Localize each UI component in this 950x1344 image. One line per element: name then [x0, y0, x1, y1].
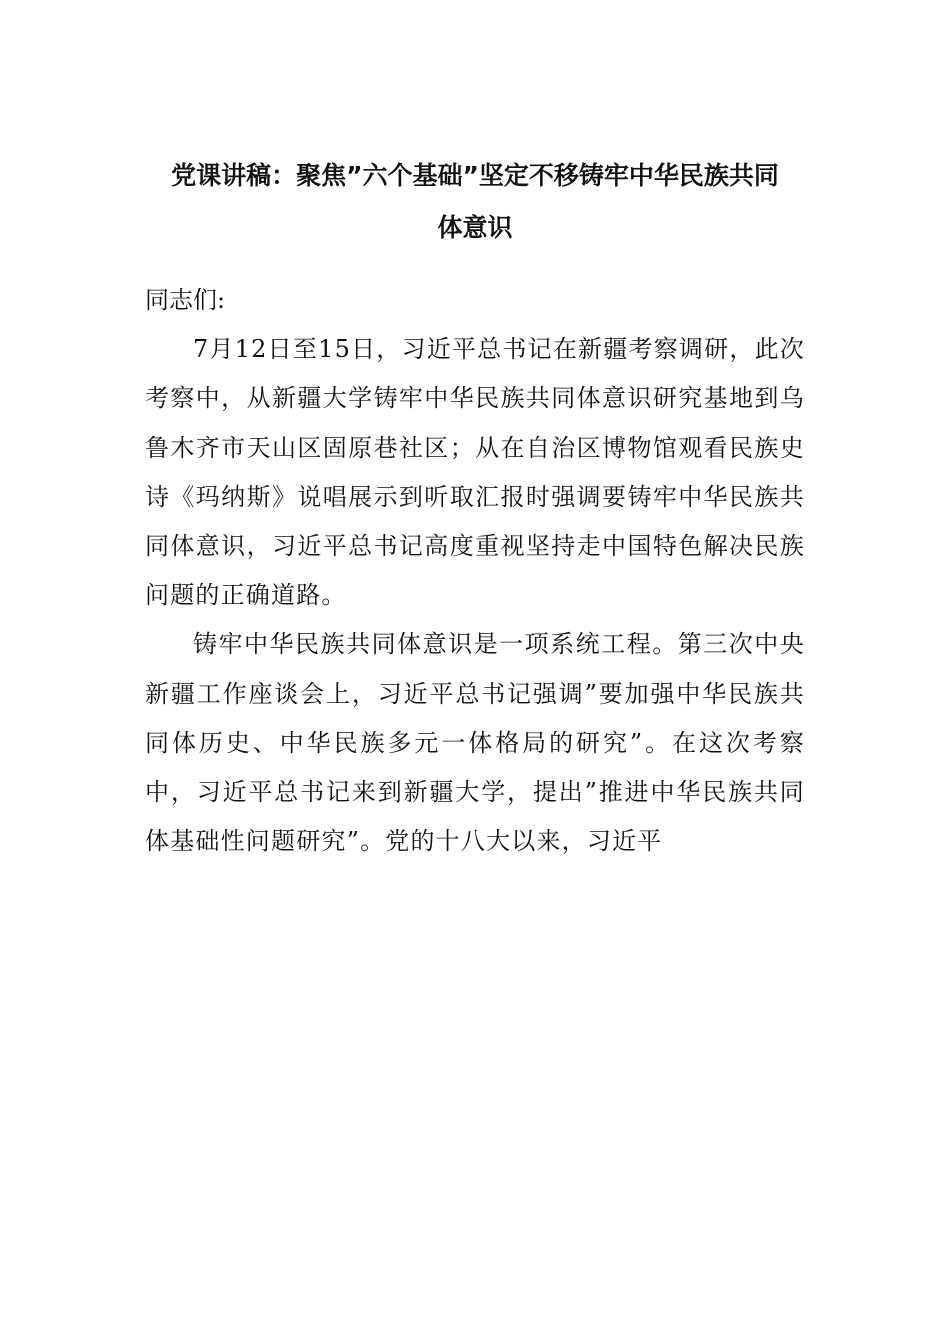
salutation: 同志们: — [145, 286, 226, 314]
document-title — [140, 150, 810, 254]
title-line-2: 体意识 — [437, 213, 513, 242]
document-body — [145, 276, 805, 866]
title-line-1: 党课讲稿：聚焦”六个基础”坚定不移铸牢中华民族共同 — [171, 161, 779, 190]
paragraph-1: 7月12日至15日，习近平总书记在新疆考察调研，此次考察中，从新疆大学铸牢中华民族共同体意识研究基地到乌鲁木齐市天山区固原巷社区；从在自治区博物馆观看民族史诗《玛纳斯》说唱展示到听取汇报时强调要铸牢中华民族共同体意识，习近平总书记高度重视坚持走中国特色解决民族问题的正确道路。 — [145, 335, 805, 610]
paragraph-2: 铸牢中华民族共同体意识是一项系统工程。第三次中央新疆工作座谈会上，习近平总书记强调”要加强中华民族共同体历史、中华民族多元一体格局的研究”。在这次考察中，习近平总书记来到新疆大学，提出”推进中华民族共同体基础性问题研究”。党的十八大以来，习近平 — [145, 630, 805, 856]
